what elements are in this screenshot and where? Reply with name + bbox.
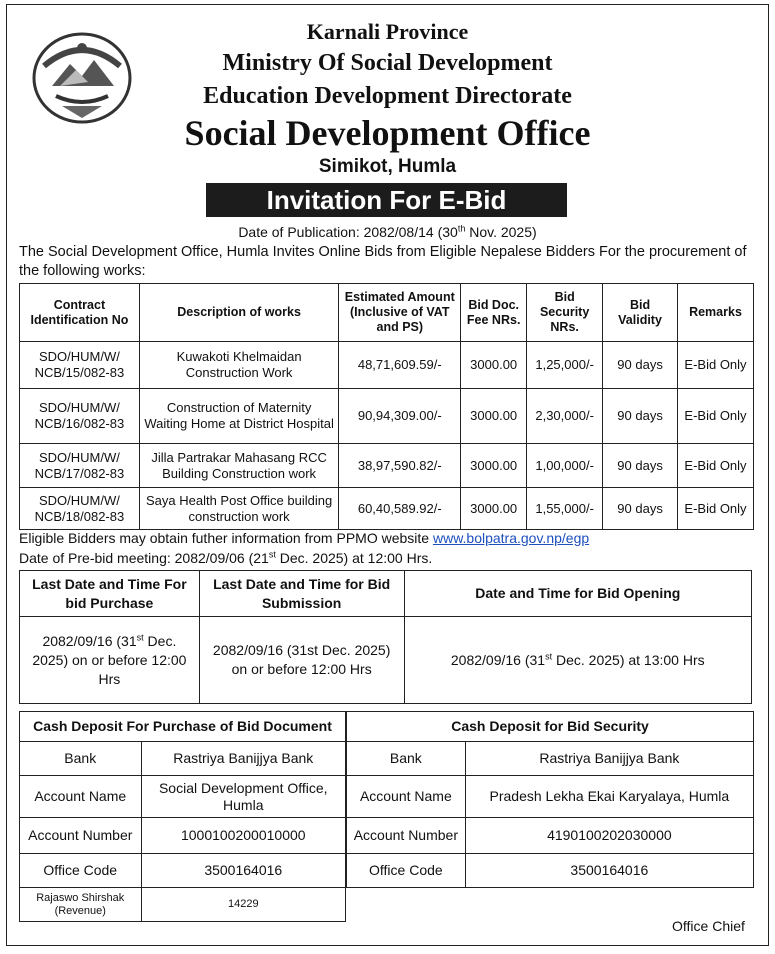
field-label: Account Name [20, 776, 142, 818]
field-label: Account Number [347, 818, 466, 854]
table-row [347, 776, 754, 818]
field-value: 4190100202030000 [465, 818, 753, 854]
estimated-amount: 38,97,590.82/- [339, 444, 461, 488]
work-description: Kuwakoti Khelmaidan Construction Work [139, 342, 338, 389]
bid-security: 1,25,000/- [527, 342, 603, 389]
estimated-amount: 60,40,589.92/- [339, 488, 461, 530]
bid-security: 1,55,000/- [527, 488, 603, 530]
field-value: 14229 [141, 888, 345, 922]
field-value: Rastriya Banijjya Bank [141, 742, 345, 776]
field-value: Pradesh Lekha Ekai Karyalaya, Humla [465, 776, 753, 818]
cash-deposit-security-table [346, 711, 754, 888]
field-value: Social Development Office, Humla [141, 776, 345, 818]
bid-validity: 90 days [603, 444, 678, 488]
field-label: Account Name [347, 776, 466, 818]
table-row [347, 818, 754, 854]
opening-date: 2082/09/16 (31st Dec. 2025) at 13:00 Hrs [404, 617, 751, 704]
bid-doc-fee: 3000.00 [461, 488, 527, 530]
cash-deposit-document-table [19, 711, 346, 922]
remarks: E-Bid Only [678, 389, 754, 444]
table-row [20, 488, 754, 530]
purchase-deadline: 2082/09/16 (31st Dec. 2025) on or before 12:00 Hrs [20, 617, 200, 704]
contract-id: SDO/HUM/W/ NCB/18/082-83 [20, 488, 140, 530]
dates-header-row [20, 571, 752, 617]
bid-security: 2,30,000/- [527, 389, 603, 444]
province-heading: Karnali Province [306, 19, 469, 44]
column-header: Contract Identification No [20, 284, 140, 342]
column-header: Last Date and Time For bid Purchase [20, 571, 200, 617]
table-row [20, 389, 754, 444]
field-value: 1000100200010000 [141, 818, 345, 854]
ministry-heading: Ministry Of Social Development [222, 50, 553, 76]
estimated-amount: 90,94,309.00/- [339, 389, 461, 444]
field-label: Office Code [20, 854, 142, 888]
column-header: Estimated Amount (Inclusive of VAT and PS) [339, 284, 461, 342]
column-header: Description of works [139, 284, 338, 342]
work-description: Saya Health Post Office building construction work [139, 488, 338, 530]
field-value: 3500164016 [141, 854, 345, 888]
column-header: Bid Validity [603, 284, 678, 342]
field-label: Rajaswo Shirshak (Revenue) [20, 888, 142, 922]
submission-deadline: 2082/09/16 (31st Dec. 2025) on or before 12:00 Hrs [199, 617, 404, 704]
office-location: Simikot, Humla [318, 156, 457, 177]
remarks: E-Bid Only [678, 444, 754, 488]
bid-validity: 90 days [603, 342, 678, 389]
publication-date: Date of Publication: 2082/08/14 (30th Nov. 2025) [238, 223, 537, 240]
work-description: Jilla Partrakar Mahasang RCC Building Construction work [139, 444, 338, 488]
table-row [20, 444, 754, 488]
remarks: E-Bid Only [678, 342, 754, 389]
office-heading: Social Development Office [184, 113, 591, 153]
bid-dates-table [19, 570, 752, 704]
table-title: Cash Deposit for Bid Security [347, 712, 754, 742]
column-header: Bid Doc. Fee NRs. [461, 284, 527, 342]
table-row [20, 742, 346, 776]
bid-validity: 90 days [603, 389, 678, 444]
field-value: Rastriya Banijjya Bank [465, 742, 753, 776]
ppmo-website-link[interactable]: www.bolpatra.gov.np/egp [432, 530, 590, 546]
bid-doc-fee: 3000.00 [461, 389, 527, 444]
table-title: Cash Deposit For Purchase of Bid Document [20, 712, 346, 742]
table-row [20, 888, 346, 922]
field-value: 3500164016 [465, 854, 753, 888]
table-row [347, 742, 754, 776]
table-row [20, 818, 346, 854]
bid-security: 1,00,000/- [527, 444, 603, 488]
column-header: Remarks [678, 284, 754, 342]
bid-validity: 90 days [603, 488, 678, 530]
invitation-banner: Invitation For E-Bid [206, 183, 567, 217]
column-header: Bid Security NRs. [527, 284, 603, 342]
table-row [20, 617, 752, 704]
field-label: Account Number [20, 818, 142, 854]
bid-doc-fee: 3000.00 [461, 444, 527, 488]
works-table [19, 283, 754, 530]
contract-id: SDO/HUM/W/ NCB/17/082-83 [20, 444, 140, 488]
table-row [347, 854, 754, 888]
estimated-amount: 48,71,609.59/- [339, 342, 461, 389]
contract-id: SDO/HUM/W/ NCB/16/082-83 [20, 389, 140, 444]
column-header: Date and Time for Bid Opening [404, 571, 751, 617]
works-header-row [20, 284, 754, 342]
prebid-meeting-note: Date of Pre-bid meeting: 2082/09/06 (21st Dec. 2025) at 12:00 Hrs. [19, 549, 433, 566]
remarks: E-Bid Only [678, 488, 754, 530]
table-row [20, 776, 346, 818]
directorate-heading: Education Development Directorate [203, 83, 572, 109]
field-label: Office Code [347, 854, 466, 888]
bid-doc-fee: 3000.00 [461, 342, 527, 389]
field-label: Bank [20, 742, 142, 776]
field-label: Bank [347, 742, 466, 776]
table-row [20, 854, 346, 888]
table-row [20, 342, 754, 389]
column-header: Last Date and Time for Bid Submission [199, 571, 404, 617]
intro-paragraph: The Social Development Office, Humla Invites Online Bids from Eligible Nepalese Bidders For the procurement of the following works: [19, 244, 747, 279]
eligibility-note: Eligible Bidders may obtain futher information from PPMO website www.bolpatra.gov.np/egp [19, 530, 590, 546]
office-chief-signature: Office Chief [672, 918, 745, 934]
contract-id: SDO/HUM/W/ NCB/15/082-83 [20, 342, 140, 389]
work-description: Construction of Maternity Waiting Home at District Hospital [139, 389, 338, 444]
